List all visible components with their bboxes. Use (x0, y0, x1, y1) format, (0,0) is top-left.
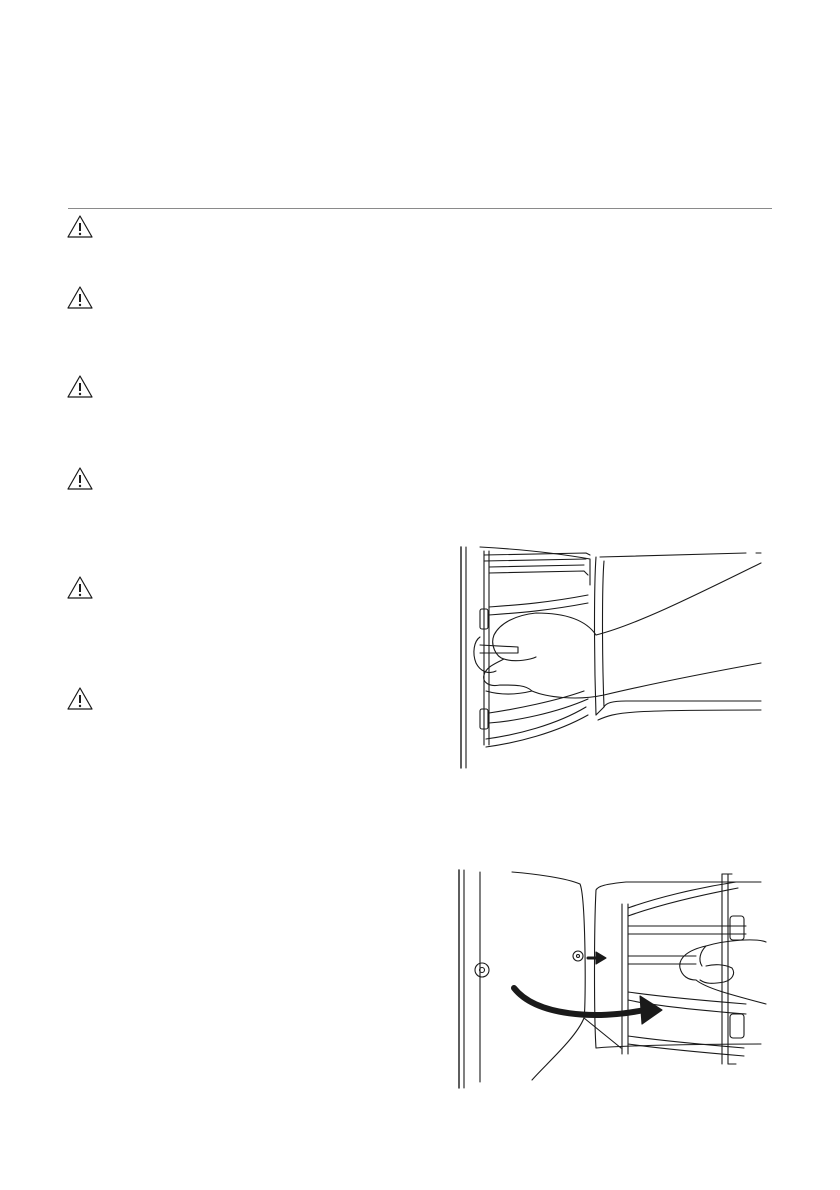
shelf-support-installation-illustration (456, 868, 770, 1090)
warning-icon (66, 374, 94, 400)
warning-icon (66, 214, 94, 240)
warning-icon (66, 285, 94, 311)
shelf-support-removal-illustration (456, 545, 770, 770)
section-divider (68, 208, 772, 209)
warning-icon (66, 575, 94, 601)
warning-icon (66, 466, 94, 492)
warning-icon (66, 686, 94, 712)
